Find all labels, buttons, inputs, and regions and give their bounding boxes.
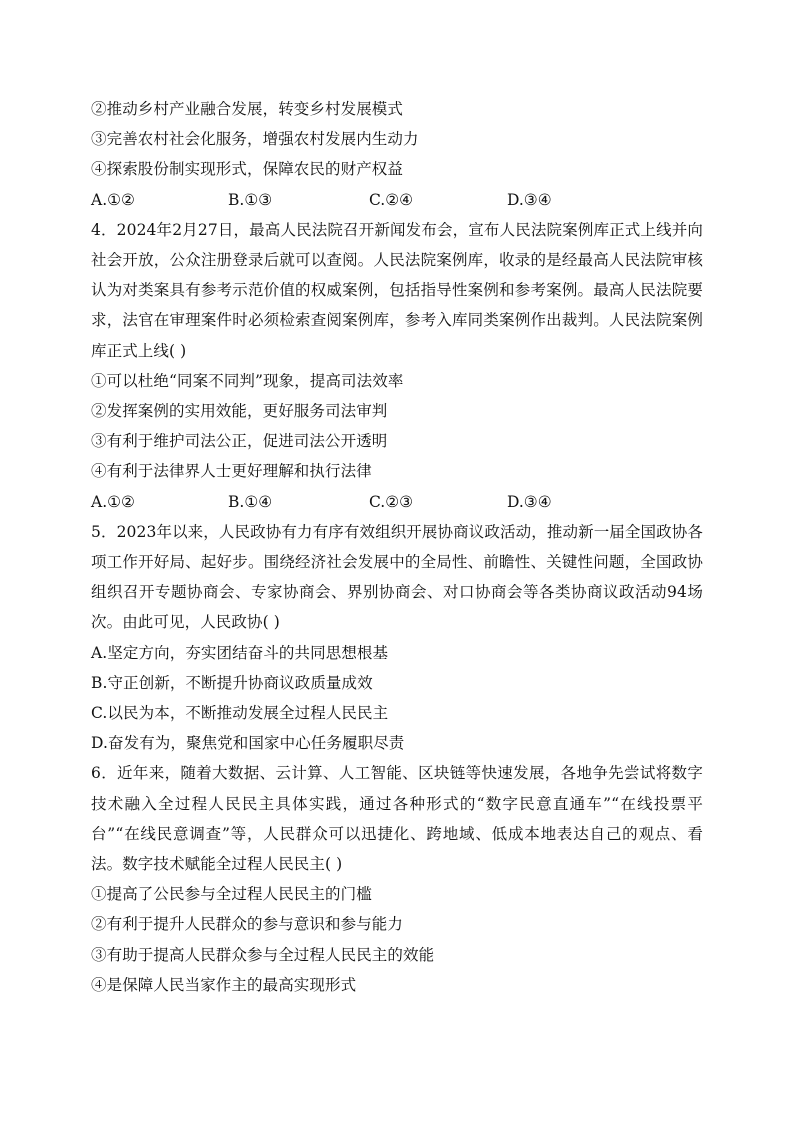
q6-item-3: ③有助于提高人民群众参与全过程人民民主的效能	[91, 945, 435, 964]
q6-item-1: ①提高了公民参与全过程人民民主的门槛	[91, 885, 372, 904]
q3-option-b[interactable]: B.①③	[228, 190, 273, 209]
q6-stem: 6．近年来，随着大数据、云计算、人工智能、区块链等快速发展，各地争先尝试将数字技术融入全过程人民民主具体实践，通过各种形式的“数字民意直通车”“在线投票平台”“在线民意调查”等，人民群众可以迅捷化、跨地域、低成本地表达自己的观点、看法。数字技术赋能全过程人民民主( )	[91, 764, 703, 874]
q3-option-c[interactable]: C.②④	[369, 190, 414, 209]
q4-option-d[interactable]: D.③④	[507, 492, 552, 511]
q3-item-2: ②推动乡村产业融合发展，转变乡村发展模式	[91, 100, 404, 118]
q6-item-4: ④是保障人民当家作主的最高实现形式	[91, 975, 357, 994]
q4-item-4: ④有利于法律界人士更好理解和执行法律	[91, 462, 372, 481]
q4-item-3: ③有利于维护司法公正，促进司法公开透明	[91, 432, 388, 451]
q3-option-a[interactable]: A.①②	[91, 190, 135, 209]
q5-stem: 5．2023年以来，人民政协有力有序有效组织开展协商议政活动，推动新一届全国政协各项工作开好局、起好步。围绕经济社会发展中的全局性、前瞻性、关键性问题，全国政协组织召开专题协商会、专家协商会、界别协商会、对口协商会等各类协商议政活动94场次。由此可见，人民政协( )	[91, 522, 703, 632]
q4-item-1: ①可以杜绝“同案不同判”现象，提高司法效率	[91, 371, 404, 390]
q4-option-a[interactable]: A.①②	[91, 492, 135, 511]
q5-choice-d[interactable]: D.奋发有为，聚焦党和国家中心任务履职尽责	[91, 734, 405, 753]
q3-option-d[interactable]: D.③④	[507, 190, 552, 209]
q3-options	[91, 185, 703, 215]
q5-choice-c[interactable]: C.以民为本，不断推动发展全过程人民民主	[91, 704, 389, 723]
q3-item-4: ④探索股份制实现形式，保障农民的财产权益	[91, 160, 404, 179]
q4-option-b[interactable]: B.①④	[228, 492, 273, 511]
q6-item-2: ②有利于提升人民群众的参与意识和参与能力	[91, 915, 404, 934]
q4-option-c[interactable]: C.②③	[369, 492, 414, 511]
q4-options	[91, 487, 703, 517]
q4-item-2: ②发挥案例的实用效能，更好服务司法审判	[91, 402, 388, 421]
q5-choice-b[interactable]: B.守正创新，不断提升协商议政质量成效	[91, 673, 373, 692]
exam-page	[91, 94, 703, 1000]
q4-stem: 4．2024年2月27日，最高人民法院召开新闻发布会，宣布人民法院案例库正式上线并向社会开放，公众注册登录后就可以查阅。人民法院案例库，收录的是经最高人民法院审核认为对类案具有参考示范价值的权威案例，包括指导性案例和参考案例。最高人民法院要求，法官在审理案件时必须检索查阅案例库，参考入库同类案例作出裁判。人民法院案例库正式上线( )	[91, 220, 703, 360]
q5-choice-a[interactable]: A.坚定方向，夯实团结奋斗的共同思想根基	[91, 643, 389, 662]
q3-item-3: ③完善农村社会化服务，增强农村发展内生动力	[91, 130, 419, 149]
